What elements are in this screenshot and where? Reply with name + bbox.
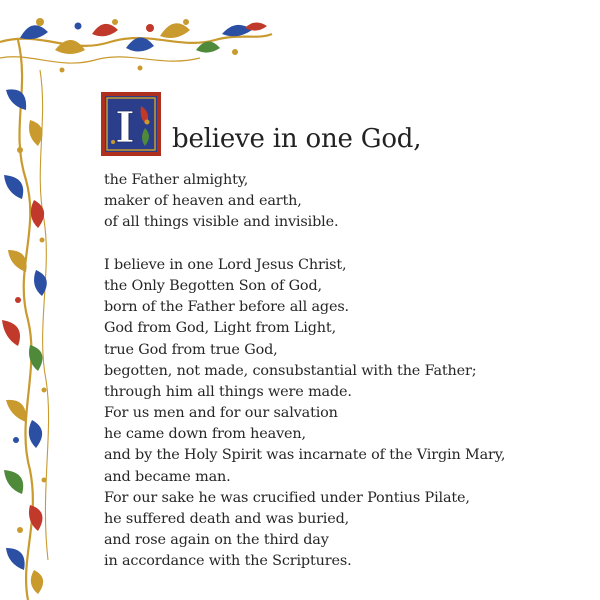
text-line: born of the Father before all ages.	[104, 299, 349, 316]
text-line: in accordance with the Scriptures.	[104, 553, 352, 570]
text-line: I believe in one Lord Jesus Christ,	[104, 256, 347, 273]
stanza-break	[104, 234, 505, 255]
creed-text	[104, 170, 505, 573]
text-line: For our sake he was crucified under Pontius Pilate,	[104, 489, 470, 506]
text-line: he came down from heaven,	[104, 426, 306, 443]
text-line: maker of heaven and earth,	[104, 193, 302, 210]
text-line: the Only Begotten Son of God,	[104, 277, 322, 294]
initial-letter: I	[115, 103, 135, 152]
text-line: and became man.	[104, 468, 231, 485]
text-line: and by the Holy Spirit was incarnate of the Virgin Mary,	[104, 447, 506, 464]
text-line: For us men and for our salvation	[104, 405, 338, 422]
opening-line: believe in one God,	[172, 124, 422, 154]
text-line: the Father almighty,	[104, 172, 249, 188]
text-line: of all things visible and invisible.	[104, 214, 339, 231]
text-line: he suffered death and was buried,	[104, 511, 350, 527]
illuminated-initial	[101, 92, 161, 156]
text-line: and rose again on the third day	[104, 532, 329, 549]
text-line: begotten, not made, consubstantial with the Father;	[104, 362, 477, 379]
text-line: God from God, Light from Light,	[104, 320, 336, 337]
top-leaf-cluster	[20, 18, 267, 73]
text-line: through him all things were made.	[104, 383, 352, 400]
text-line: true God from true God,	[104, 341, 278, 358]
